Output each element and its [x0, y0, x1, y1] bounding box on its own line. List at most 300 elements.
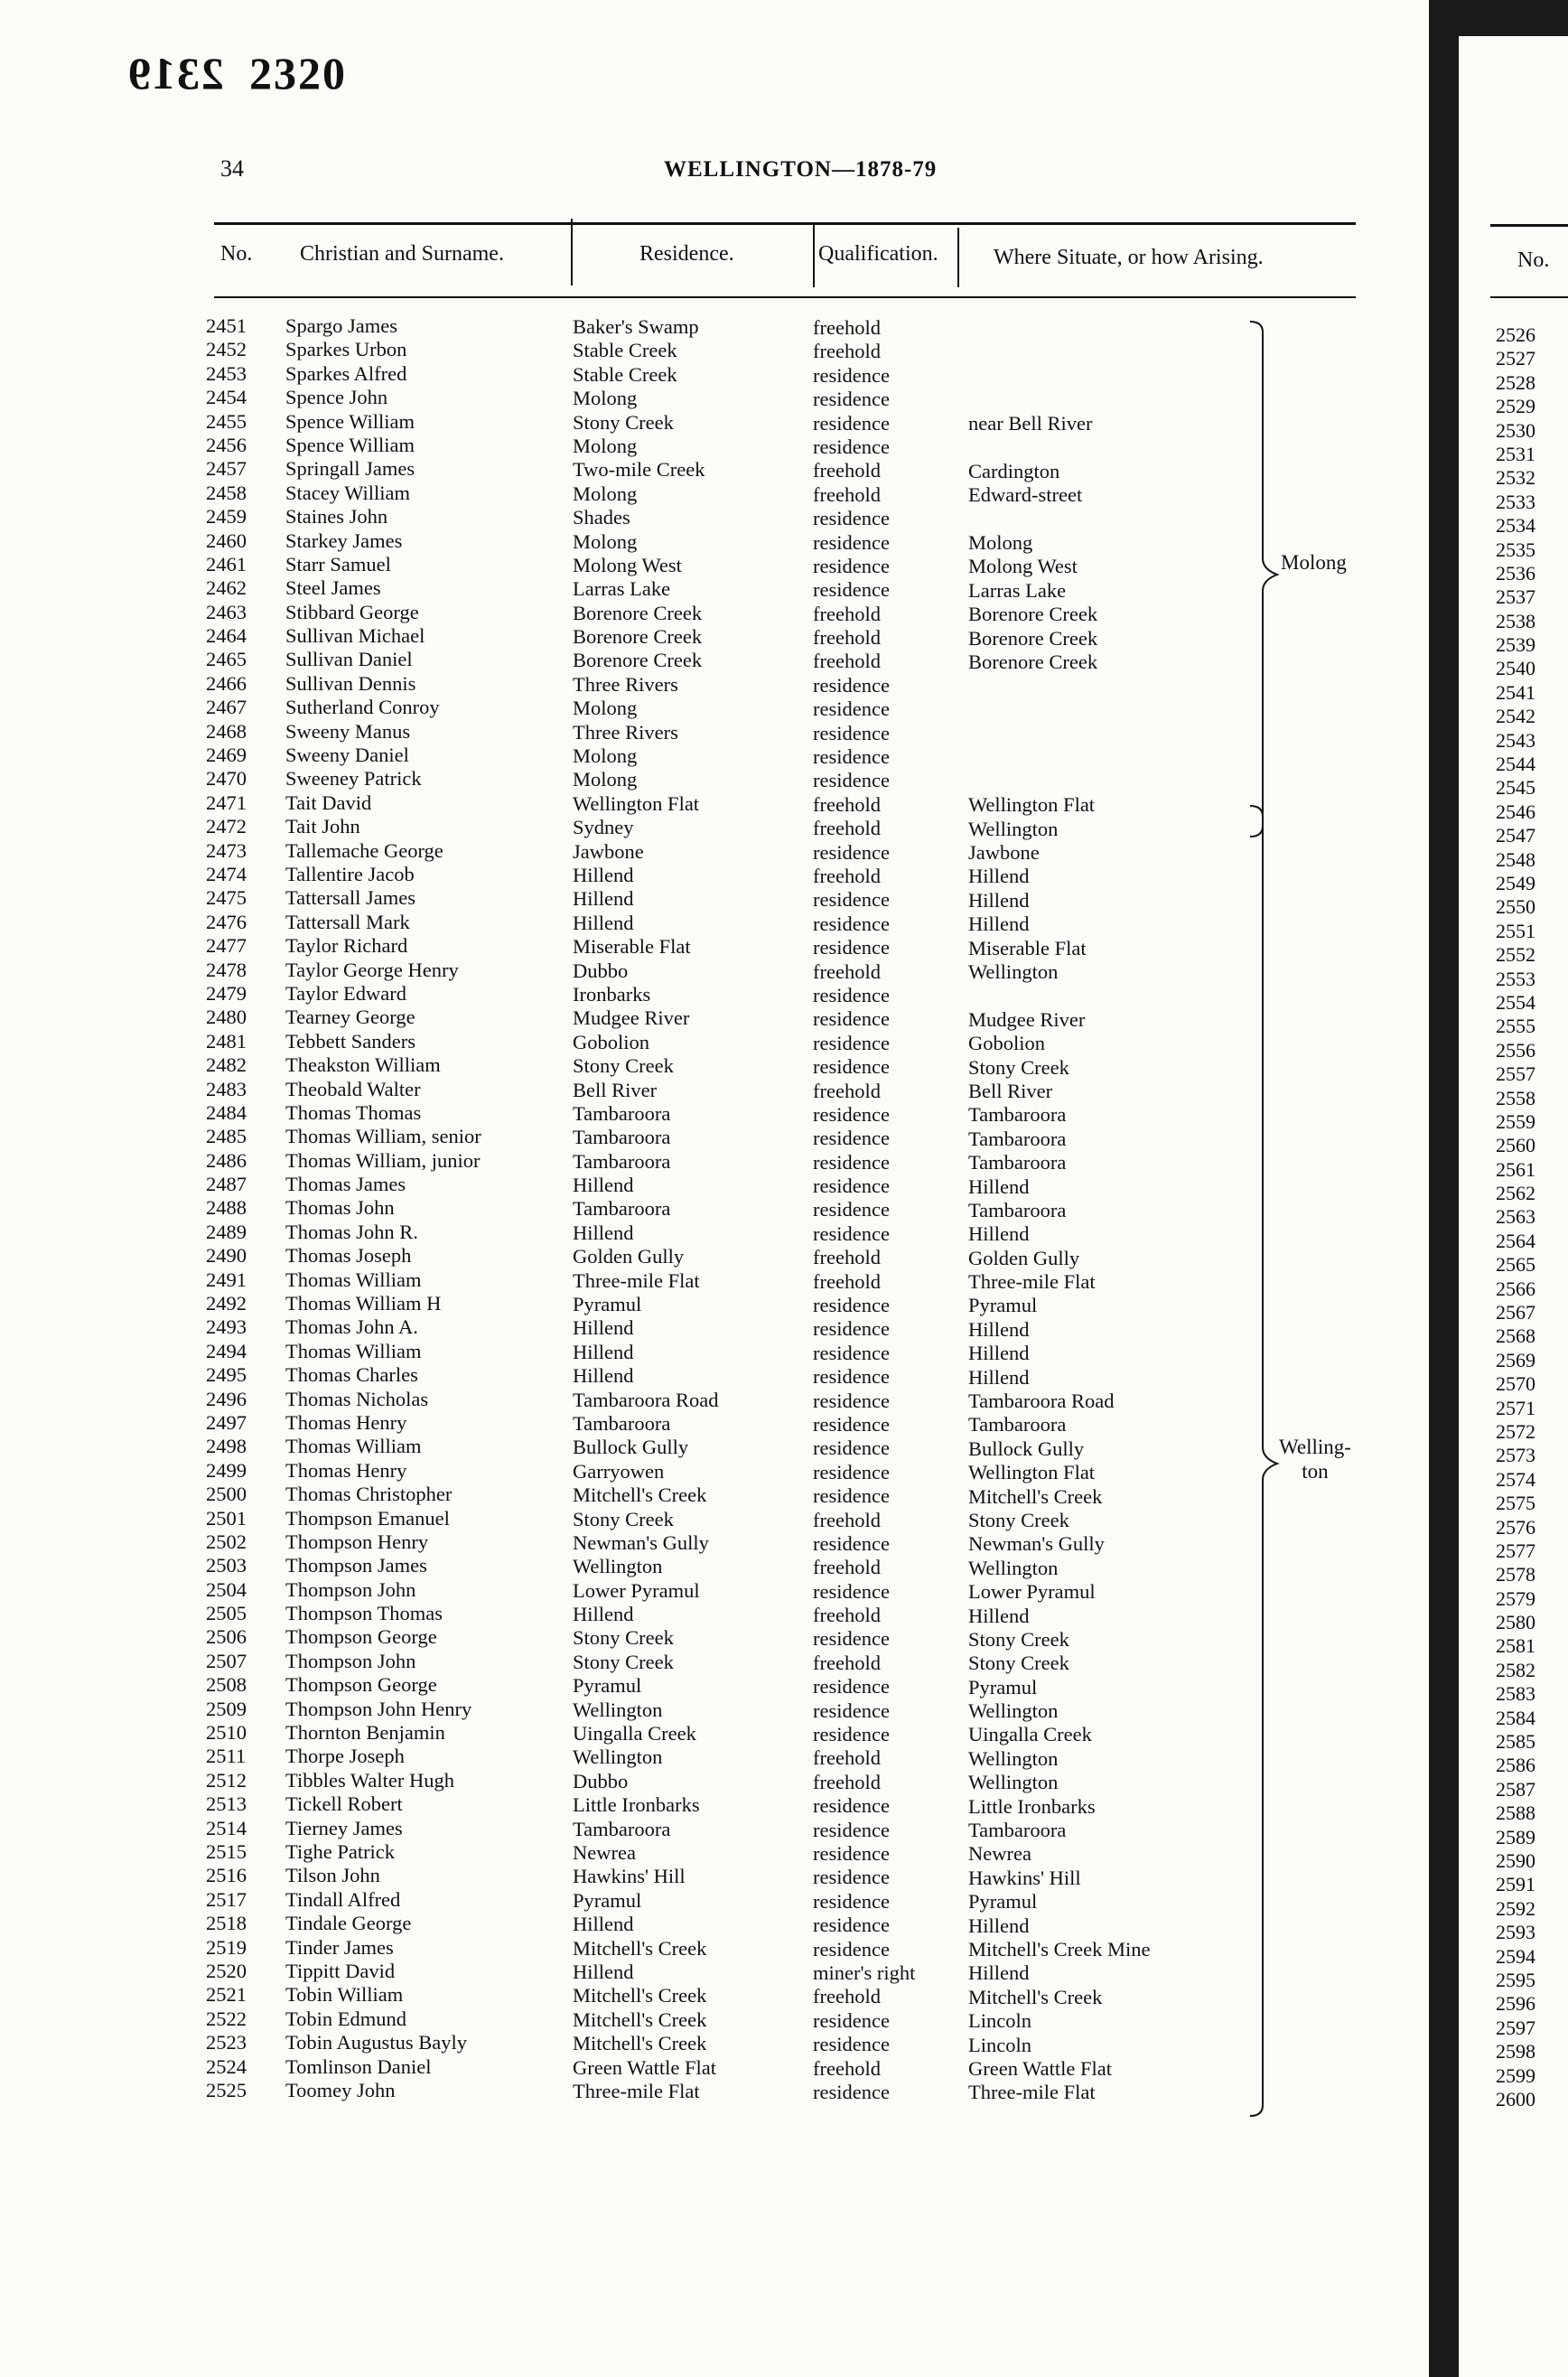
entry-number: 2515 [206, 1840, 247, 1863]
entry-where: Wellington Flat [968, 1461, 1096, 1484]
facing-entry-number: 2537 [1496, 585, 1535, 609]
entry-where [968, 722, 1151, 745]
entry-name: Sullivan Daniel [285, 648, 413, 671]
facing-entry-number: 2593 [1496, 1921, 1535, 1944]
entry-where: Little Ironbarks [968, 1794, 1096, 1818]
entry-where: Hillend [968, 1317, 1030, 1341]
entry-residence: Tambaroora Road [573, 1388, 719, 1411]
entry-residence: Mitchell's Creek [573, 1483, 707, 1507]
entry-name: Starkey James [285, 529, 403, 552]
entry-name: Tait David [285, 791, 372, 814]
entry-qualification: residence [813, 1412, 890, 1436]
facing-entry-number: 2578 [1496, 1563, 1535, 1586]
entry-name: Spence John [285, 386, 388, 409]
entry-where: Tambaroora [968, 1198, 1067, 1221]
facing-entry-number: 2560 [1496, 1134, 1535, 1157]
entry-where: Tambaroora [968, 1127, 1067, 1150]
entry-qualification: freehold [813, 316, 881, 339]
entry-qualification: freehold [813, 1985, 881, 2008]
entry-name: Tearney George [285, 1006, 415, 1029]
facing-entry-number: 2529 [1496, 395, 1535, 418]
facing-entry-number: 2550 [1496, 895, 1535, 919]
entry-where: Stony Creek [968, 1055, 1069, 1079]
entry-where: Hillend [968, 1342, 1030, 1365]
facing-entry-number: 2567 [1496, 1301, 1535, 1324]
facing-entry-number: 2596 [1496, 1992, 1535, 2016]
entry-qualification: residence [813, 1484, 890, 1508]
facing-entry-number: 2527 [1496, 347, 1535, 370]
facing-entry-number: 2585 [1496, 1730, 1535, 1754]
facing-entry-number: 2576 [1496, 1515, 1535, 1539]
entry-residence: Lower Pyramul [573, 1578, 700, 1602]
entry-qualification: residence [813, 1294, 890, 1317]
entry-where: Wellington [968, 817, 1059, 840]
entry-where: Lincoln [968, 2009, 1031, 2033]
entry-where: Hillend [968, 1604, 1030, 1627]
entry-residence: Wellington [573, 1745, 663, 1769]
entry-name: Tindall Alfred [285, 1887, 401, 1911]
entry-where: Borenore Creek [968, 626, 1098, 650]
facing-entry-number: 2546 [1496, 800, 1535, 823]
entry-qualification: residence [813, 1341, 890, 1364]
facing-entry-number: 2559 [1496, 1109, 1535, 1133]
entry-name: Sweeney Patrick [285, 767, 422, 791]
facing-entry-number: 2581 [1496, 1634, 1535, 1658]
entry-number: 2469 [206, 744, 247, 767]
entry-where: Pyramul [968, 1675, 1038, 1699]
entry-residence: Molong [573, 529, 638, 553]
entry-name: Thorpe Joseph [285, 1745, 405, 1768]
entry-where: near Bell River [968, 412, 1093, 435]
facing-entry-number: 2577 [1496, 1539, 1535, 1562]
entry-where: Tambaroora [968, 1103, 1067, 1127]
entry-number: 2524 [206, 2054, 247, 2078]
entry-where: Wellington Flat [968, 793, 1096, 817]
group-wellington [1279, 1435, 1351, 1483]
entry-residence: Mitchell's Creek [573, 2007, 707, 2031]
entry-number: 2475 [206, 886, 247, 910]
entry-qualification: residence [813, 1150, 890, 1174]
entry-residence: Molong [573, 434, 638, 457]
entry-where [968, 435, 1151, 459]
entry-where: Borenore Creek [968, 650, 1098, 673]
entry-name: Thompson Henry [285, 1530, 429, 1553]
entry-qualification: freehold [813, 340, 881, 363]
entry-qualification: residence [813, 1007, 890, 1031]
entry-number: 2525 [206, 2078, 247, 2101]
facing-entry-number: 2600 [1496, 2087, 1535, 2110]
entry-number: 2517 [206, 1887, 247, 1911]
entry-qualification: residence [813, 697, 890, 721]
entry-qualification: residence [813, 411, 890, 435]
entry-name: Thompson Emanuel [285, 1506, 450, 1530]
entry-number: 2506 [206, 1625, 247, 1649]
entry-where [968, 770, 1151, 793]
entry-where: Mudgee River [968, 1007, 1086, 1031]
entry-residence: Three Rivers [573, 720, 678, 744]
column-where [968, 412, 1151, 2105]
entry-where [968, 508, 1151, 531]
entry-name: Tindale George [285, 1912, 412, 1935]
entry-name: Thomas John A. [285, 1315, 418, 1339]
entry-where: Borenore Creek [968, 603, 1098, 626]
entry-residence: Sydney [573, 816, 634, 839]
facing-entry-number: 2579 [1496, 1586, 1535, 1610]
entry-number: 2493 [206, 1315, 247, 1339]
entry-name: Stibbard George [285, 600, 419, 623]
entry-name: Tinder James [285, 1935, 394, 1959]
facing-entry-number: 2564 [1496, 1229, 1535, 1252]
entry-number: 2482 [206, 1053, 247, 1077]
entry-where: Tambaroora [968, 1819, 1067, 1842]
facing-entry-number: 2575 [1496, 1492, 1535, 1515]
facing-entry-number: 2544 [1496, 753, 1535, 776]
entry-qualification: residence [813, 1460, 890, 1483]
entry-residence: Tambaroora [573, 1197, 671, 1221]
entry-number: 2479 [206, 981, 247, 1005]
entry-qualification: residence [813, 507, 890, 530]
stamp-number: 2320 [249, 48, 347, 98]
facing-entry-number: 2590 [1496, 1849, 1535, 1872]
entry-number: 2522 [206, 2007, 247, 2030]
entry-where: Molong [968, 530, 1033, 554]
entry-residence: Little Ironbarks [573, 1793, 700, 1817]
entry-qualification: freehold [813, 1269, 881, 1293]
entry-where: Hillend [968, 1914, 1030, 1937]
facing-column-no [1496, 323, 1535, 2111]
entry-number: 2499 [206, 1458, 247, 1482]
entry-qualification: residence [813, 840, 890, 864]
entry-number: 2509 [206, 1697, 247, 1720]
running-title: WELLINGTON—1878-79 [664, 157, 938, 182]
entry-residence: Tambaroora [573, 1817, 671, 1840]
entry-qualification: residence [813, 1055, 890, 1079]
entry-name: Thomas William H [285, 1292, 442, 1315]
entry-name: Tighe Patrick [285, 1840, 396, 1863]
entry-number: 2492 [206, 1292, 247, 1315]
entry-qualification: freehold [813, 1556, 881, 1579]
entry-residence: Garryowen [573, 1459, 665, 1483]
entry-residence: Stony Creek [573, 1054, 674, 1078]
entry-qualification: residence [813, 1914, 890, 1937]
entry-residence: Ironbarks [573, 982, 651, 1006]
header-divider-2 [813, 224, 815, 287]
entry-residence: Pyramul [573, 1293, 642, 1316]
entry-qualification: residence [813, 1699, 890, 1722]
facing-entry-number: 2547 [1496, 824, 1535, 847]
entry-number: 2523 [206, 2031, 247, 2054]
entry-name: Thompson Thomas [285, 1602, 443, 1625]
entry-number: 2513 [206, 1792, 247, 1816]
entry-number: 2510 [206, 1721, 247, 1745]
entry-name: Theobald Walter [285, 1077, 421, 1100]
entry-number: 2455 [206, 409, 247, 433]
facing-entry-number: 2554 [1496, 990, 1535, 1014]
entry-qualification: residence [813, 1675, 890, 1699]
entry-number: 2470 [206, 767, 247, 791]
entry-name: Sweeny Daniel [285, 744, 409, 767]
entry-residence: Hillend [573, 1221, 634, 1244]
entry-qualification: freehold [813, 459, 881, 482]
entry-residence: Three Rivers [573, 672, 678, 696]
facing-entry-number: 2540 [1496, 657, 1535, 680]
entry-name: Thomas John R. [285, 1220, 418, 1243]
entry-residence: Dubbo [573, 959, 629, 982]
entry-where: Pyramul [968, 1294, 1038, 1317]
entry-number: 2508 [206, 1673, 247, 1697]
entry-where: Hillend [968, 1365, 1030, 1389]
entry-name: Tobin Edmund [285, 2007, 407, 2030]
entry-where: Hillend [968, 865, 1030, 888]
facing-entry-number: 2556 [1496, 1038, 1535, 1062]
entry-name: Thornton Benjamin [285, 1721, 445, 1745]
entry-name: Thompson John [285, 1649, 416, 1672]
entry-number: 2502 [206, 1530, 247, 1553]
entry-name: Taylor Edward [285, 981, 407, 1005]
entry-number: 2464 [206, 624, 247, 648]
entry-residence: Tambaroora [573, 1101, 671, 1125]
entry-number: 2484 [206, 1100, 247, 1124]
facing-entry-number: 2532 [1496, 466, 1535, 490]
entry-where: Stony Creek [968, 1627, 1069, 1651]
entry-where: Pyramul [968, 1890, 1038, 1914]
entry-where [968, 674, 1151, 697]
entry-qualification: residence [813, 1317, 890, 1341]
header-no: No. [220, 242, 253, 266]
entry-number: 2507 [206, 1649, 247, 1672]
entry-number: 2511 [206, 1745, 247, 1768]
entry-name: Tickell Robert [285, 1792, 403, 1816]
entry-where: Mitchell's Creek [968, 1484, 1103, 1508]
facing-entry-number: 2531 [1496, 442, 1535, 465]
facing-entry-number: 2572 [1496, 1419, 1535, 1443]
facing-entry-number: 2545 [1496, 776, 1535, 800]
entry-qualification: residence [813, 769, 890, 792]
facing-entry-number: 2539 [1496, 633, 1535, 657]
entry-number: 2512 [206, 1768, 247, 1792]
entry-residence: Tambaroora [573, 1149, 671, 1173]
facing-entry-number: 2562 [1496, 1182, 1535, 1205]
entry-where: Newrea [968, 1842, 1031, 1866]
entry-qualification: residence [813, 554, 890, 577]
facing-entry-number: 2583 [1496, 1682, 1535, 1706]
entry-residence: Bullock Gully [573, 1436, 689, 1459]
entry-where: Stony Creek [968, 1652, 1069, 1675]
entry-qualification: residence [813, 721, 890, 744]
entry-where: Bullock Gully [968, 1436, 1085, 1460]
entry-name: Thompson George [285, 1625, 437, 1649]
entry-qualification: freehold [813, 2056, 881, 2080]
entry-number: 2478 [206, 958, 247, 981]
entry-name: Thomas Joseph [285, 1244, 412, 1268]
entry-number: 2471 [206, 791, 247, 814]
entry-residence: Molong [573, 482, 638, 505]
header-top-rule [214, 222, 1356, 225]
entry-number: 2454 [206, 386, 247, 409]
entry-residence: Hillend [573, 1913, 634, 1936]
entry-name: Tierney James [285, 1816, 403, 1839]
entry-qualification: residence [813, 1842, 890, 1865]
entry-qualification: residence [813, 363, 890, 387]
entry-residence: Mitchell's Creek [573, 1936, 707, 1960]
entry-qualification: residence [813, 530, 890, 554]
facing-entry-number: 2591 [1496, 1873, 1535, 1896]
entry-name: Tait John [285, 815, 360, 838]
entry-name: Thompson John [285, 1577, 416, 1601]
entry-name: Taylor George Henry [285, 958, 459, 981]
entry-where: Hillend [968, 1961, 1030, 1985]
entry-name: Toomey John [285, 2078, 396, 2101]
entry-residence: Hillend [573, 863, 634, 886]
facing-header-no: No. [1517, 248, 1550, 272]
entry-residence: Three-mile Flat [573, 2079, 700, 2102]
entry-residence: Hillend [573, 887, 634, 911]
entry-name: Tilson John [285, 1864, 380, 1887]
entry-qualification: residence [813, 1127, 890, 1150]
entry-residence: Molong [573, 697, 638, 720]
entry-name: Tippitt David [285, 1959, 396, 1982]
facing-entry-number: 2538 [1496, 609, 1535, 632]
entry-number: 2514 [206, 1816, 247, 1839]
entry-number: 2451 [206, 314, 247, 337]
entry-residence: Golden Gully [573, 1245, 685, 1268]
entry-name: Tomlinson Daniel [285, 2054, 432, 2078]
entry-name: Spence William [285, 409, 415, 433]
entry-name: Thompson John Henry [285, 1697, 472, 1720]
entry-residence: Mudgee River [573, 1006, 690, 1030]
entry-number: 2466 [206, 671, 247, 695]
entry-residence: Tambaroora [573, 1411, 671, 1435]
entry-number: 2476 [206, 910, 247, 933]
entry-qualification: residence [813, 1937, 890, 1961]
entry-name: Thomas Henry [285, 1410, 407, 1434]
entry-where: Wellington [968, 959, 1059, 983]
facing-entry-number: 2526 [1496, 323, 1535, 346]
entry-where [968, 698, 1151, 722]
entry-where: Green Wattle Flat [968, 2056, 1112, 2080]
entry-number: 2453 [206, 361, 247, 385]
header-qualification: Qualification. [818, 242, 938, 266]
entry-qualification: residence [813, 2008, 890, 2032]
entry-where: Miserable Flat [968, 936, 1087, 959]
entry-where: Wellington [968, 1556, 1059, 1579]
group-wellington-line2: ton [1302, 1460, 1329, 1483]
entry-number: 2467 [206, 696, 247, 719]
header-residence: Residence. [639, 242, 734, 266]
entry-qualification: residence [813, 745, 890, 769]
facing-entry-number: 2548 [1496, 847, 1535, 871]
entry-qualification: residence [813, 1723, 890, 1746]
entry-where: Tambaroora [968, 1151, 1067, 1174]
entry-residence: Shades [573, 506, 630, 529]
facing-entry-number: 2599 [1496, 2063, 1535, 2087]
entry-where: Tambaroora Road [968, 1390, 1115, 1413]
entry-name: Thomas James [285, 1173, 406, 1196]
entry-number: 2486 [206, 1148, 247, 1172]
header-bottom-rule [214, 296, 1356, 298]
entry-qualification: residence [813, 388, 890, 411]
entry-residence: Hillend [573, 1340, 634, 1363]
facing-entry-number: 2597 [1496, 2016, 1535, 2039]
entry-where: Lower Pyramul [968, 1580, 1096, 1604]
entry-name: Thomas Henry [285, 1458, 407, 1482]
entry-name: Staines John [285, 505, 388, 529]
header-divider-3 [957, 228, 959, 287]
facing-entry-number: 2534 [1496, 514, 1535, 538]
entry-name: Spargo James [285, 314, 397, 337]
entry-residence: Wellington Flat [573, 791, 700, 815]
facing-entry-number: 2571 [1496, 1396, 1535, 1419]
entry-where: Edward-street [968, 483, 1083, 507]
facing-entry-number: 2580 [1496, 1611, 1535, 1634]
entry-residence: Hillend [573, 1603, 634, 1626]
entry-qualification: freehold [813, 1770, 881, 1793]
entry-qualification: freehold [813, 1604, 881, 1627]
facing-entry-number: 2541 [1496, 680, 1535, 704]
facing-entry-number: 2598 [1496, 2040, 1535, 2063]
entry-qualification: residence [813, 1365, 890, 1389]
facing-page-rule [1490, 224, 1568, 227]
entry-number: 2468 [206, 719, 247, 743]
entry-number: 2452 [206, 338, 247, 361]
column-name [285, 314, 481, 2102]
facing-entry-number: 2568 [1496, 1324, 1535, 1348]
entry-qualification: residence [813, 673, 890, 697]
entry-where: Uingalla Creek [968, 1723, 1092, 1746]
facing-entry-number: 2543 [1496, 728, 1535, 752]
facing-entry-number: 2570 [1496, 1372, 1535, 1396]
entry-where: Mitchell's Creek [968, 1985, 1103, 2008]
entry-qualification: freehold [813, 817, 881, 840]
entry-name: Springall James [285, 457, 415, 481]
entry-where: Wellington [968, 1699, 1059, 1723]
entry-where: Molong West [968, 555, 1078, 578]
entry-where: Larras Lake [968, 578, 1067, 602]
entry-residence: Borenore Creek [573, 649, 703, 672]
entry-residence: Larras Lake [573, 577, 671, 601]
entry-number: 2519 [206, 1935, 247, 1959]
entry-where: Wellington [968, 1771, 1059, 1794]
entry-residence: Wellington [573, 1555, 663, 1578]
entry-number: 2500 [206, 1483, 247, 1506]
facing-entry-number: 2565 [1496, 1253, 1535, 1277]
entry-number: 2497 [206, 1410, 247, 1434]
entry-number: 2496 [206, 1387, 247, 1410]
entry-name: Steel James [285, 576, 381, 600]
entry-name: Thomas Thomas [285, 1100, 422, 1124]
entry-qualification: residence [813, 578, 890, 602]
entry-number: 2472 [206, 815, 247, 838]
entry-where: Gobolion [968, 1032, 1046, 1055]
entry-where: Mitchell's Creek Mine [968, 1938, 1151, 1961]
entry-residence: Tambaroora [573, 1126, 671, 1149]
column-residence [573, 315, 719, 2103]
entry-name: Tattersall Mark [285, 910, 410, 933]
entry-number: 2474 [206, 862, 247, 885]
entry-name: Tallemache George [285, 838, 443, 862]
entry-number: 2462 [206, 576, 247, 600]
entry-number: 2483 [206, 1077, 247, 1100]
header-where: Where Situate, or how Arising. [994, 246, 1264, 269]
mirrored-number: 2319 [126, 48, 224, 98]
facing-entry-number: 2536 [1496, 561, 1535, 585]
entry-where: Newman's Gully [968, 1532, 1105, 1556]
entry-number: 2505 [206, 1602, 247, 1625]
facing-entry-number: 2594 [1496, 1944, 1535, 1968]
entry-number: 2520 [206, 1959, 247, 1982]
entry-residence: Baker's Swamp [573, 315, 699, 338]
entry-where: Three-mile Flat [968, 2081, 1096, 2104]
